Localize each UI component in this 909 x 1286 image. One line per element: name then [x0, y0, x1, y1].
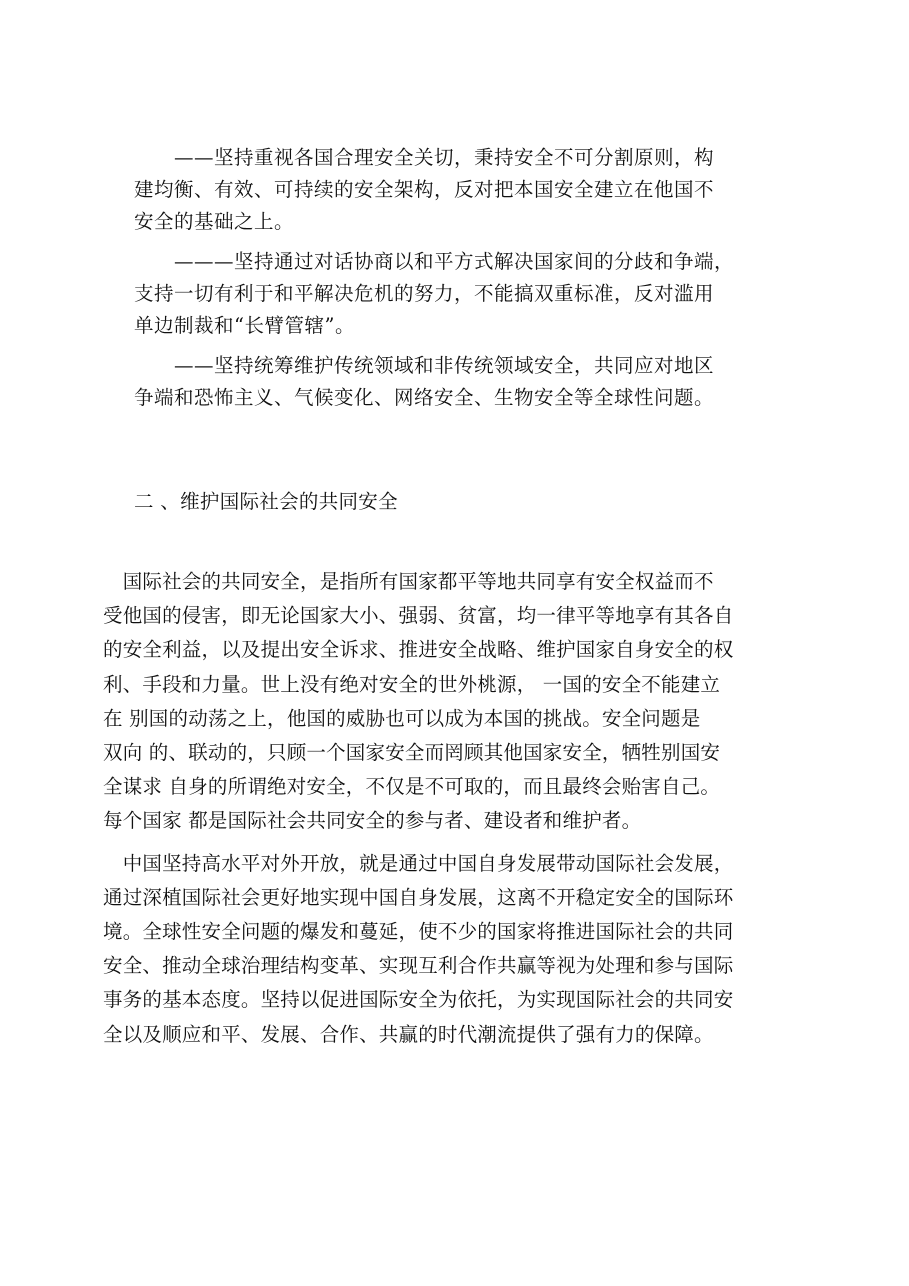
- body-paragraph-1: [103, 565, 783, 839]
- text-line: 支持一切有利于和平解决危机的努力，不能搞双重标准，反对滥用: [134, 282, 715, 305]
- text-line: 境。全球性安全问题的爆发和蔓延，使不少的国家将推进国际社会的共同: [103, 920, 734, 944]
- text-line: 全以及顺应和平、发展、合作、共赢的时代潮流提供了强有力的保障。: [103, 1022, 714, 1046]
- text-line: 安全的基础之上。: [134, 210, 295, 233]
- text-line: 国际社会的共同安全，是指所有国家都平等地共同享有安全权益而不: [103, 570, 714, 593]
- principle-paragraph-3: [134, 350, 774, 414]
- text-line: ——坚持统筹维护传统领域和非传统领域安全，共同应对地区: [134, 354, 715, 377]
- text-line: 双向 的、联动的，只顾一个国家安全而罔顾其他国家安全，牺牲别国安: [103, 741, 721, 765]
- text-line: 利、手段和力量。世上没有绝对安全的世外桃源， 一国的安全不能建立: [103, 672, 721, 696]
- text-line: 受他国的侵害，即无论国家大小、强弱、贫富，均一律平等地享有其各自: [103, 604, 734, 628]
- text-line: 中国坚持高水平对外开放，就是通过中国自身发展带动国际社会发展，: [103, 851, 734, 875]
- text-line: 在 别国的动荡之上，他国的威胁也可以成为本国的挑战。安全问题是: [103, 706, 701, 730]
- text-line: 建均衡、有效、可持续的安全架构，反对把本国安全建立在他国不: [134, 178, 715, 201]
- principle-paragraph-1: [134, 142, 774, 238]
- principle-paragraph-2: [134, 246, 774, 342]
- body-text: [103, 565, 783, 1060]
- text-line: 全谋求 自身的所谓绝对安全，不仅是不可取的，而且最终会贻害自己。: [103, 775, 721, 799]
- text-line: 争端和恐怖主义、气候变化、网络安全、生物安全等全球性问题。: [134, 386, 715, 409]
- text-line: 的安全利益，以及提出安全诉求、推进安全战略、维护国家自身安全的权: [103, 638, 734, 662]
- text-line: 每个国家 都是国际社会共同安全的参与者、建设者和维护者。: [103, 809, 642, 833]
- text-line: ———坚持通过对话协商以和平方式解决国家间的分歧和争端，: [134, 250, 735, 273]
- section-heading: 二 、维护国际社会的共同安全: [134, 490, 398, 513]
- text-line: ——坚持重视各国合理安全关切，秉持安全不可分割原则，构: [134, 146, 715, 169]
- body-paragraph-2: [103, 847, 783, 1052]
- text-line: 安全、推动全球治理结构变革、实现互利合作共赢等视为处理和参与国际: [103, 954, 734, 978]
- text-line: 事务的基本态度。坚持以促进国际安全为依托，为实现国际社会的共同安: [103, 988, 734, 1012]
- text-line: 单边制裁和“长臂管辖”。: [134, 314, 355, 337]
- text-line: 通过深植国际社会更好地实现中国自身发展，这离不开稳定安全的国际环: [103, 885, 734, 909]
- principles-list: [134, 142, 774, 422]
